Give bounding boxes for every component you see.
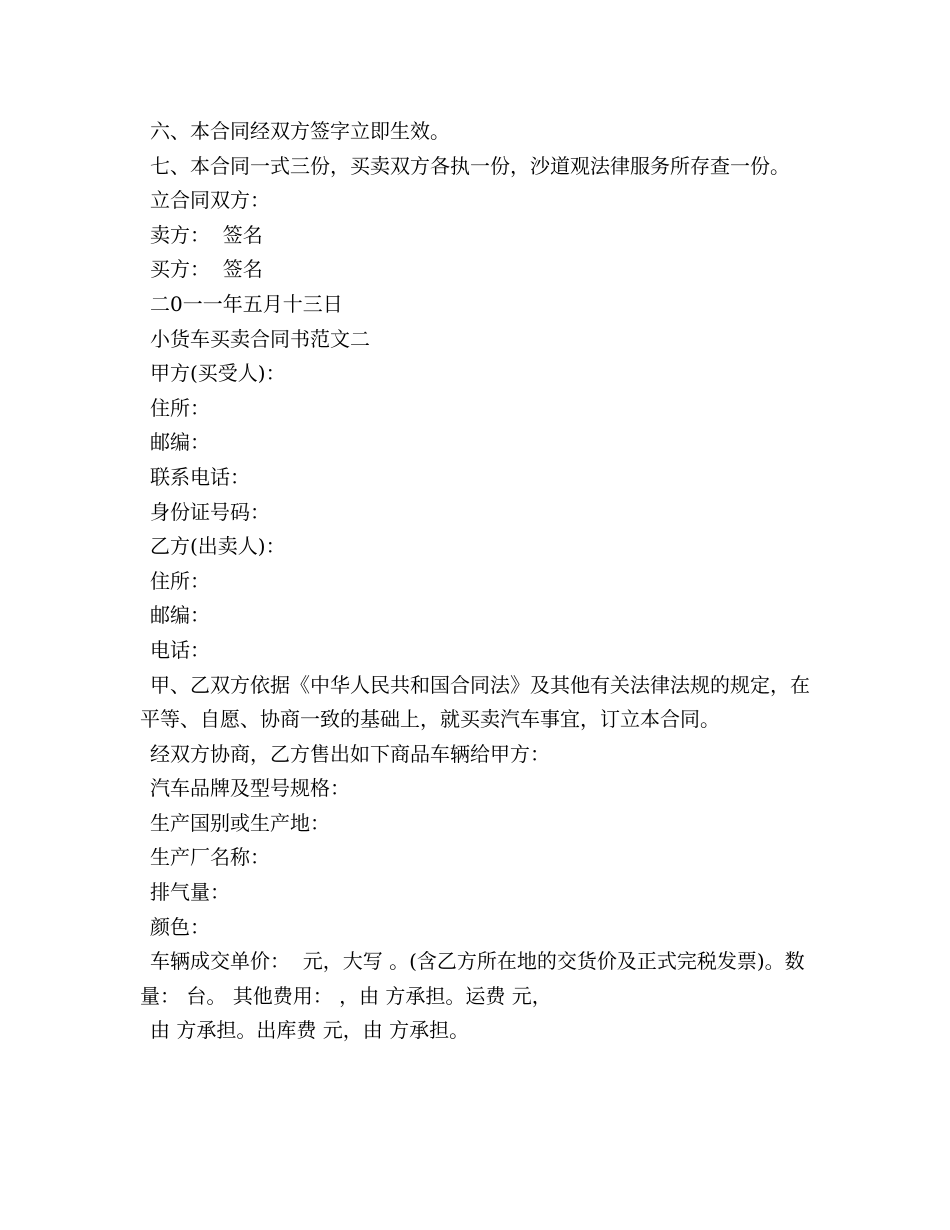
paragraph: 乙方(出卖人)： [150, 534, 286, 559]
paragraph: 卖方： 签名 [150, 222, 263, 247]
paragraph: 车辆成交单价： 元，大写 。(含乙方所在地的交货价及正式完税发票)。数量： 台。 其他费用： ，由 方承担。运费 元， [140, 949, 805, 1008]
paragraph: 生产厂名称： [150, 845, 270, 870]
paragraph: 汽车品牌及型号规格： [150, 776, 350, 801]
section-heading: 小货车买卖合同书范文二 [150, 326, 370, 351]
paragraph: 二0一一年五月十三日 [150, 291, 343, 316]
paragraph: 经双方协商，乙方售出如下商品车辆给甲方： [150, 741, 550, 766]
paragraph: 身份证号码： [150, 499, 270, 524]
paragraph: 排气量： [150, 880, 230, 905]
paragraph: 住所： [150, 395, 210, 420]
paragraph: 甲方(买受人)： [150, 361, 286, 386]
paragraph: 电话： [150, 637, 210, 662]
paragraph: 六、本合同经双方签字立即生效。 [150, 119, 450, 143]
paragraph: 颜色： [150, 914, 210, 939]
paragraph: 邮编： [150, 603, 210, 628]
paragraph: 生产国别或生产地： [150, 810, 330, 835]
paragraph: 买方： 签名 [150, 257, 263, 282]
paragraph: 七、本合同一式三份，买卖双方各执一份，沙道观法律服务所存查一份。 [150, 153, 790, 178]
paragraph: 由 方承担。出库费 元，由 方承担。 [150, 1018, 470, 1043]
paragraph: 甲、乙双方依据《中华人民共和国合同法》及其他有关法律法规的规定，在平等、自愿、协商一致的基础上，就买卖汽车事宜，订立本合同。 [140, 672, 810, 732]
paragraph: 联系电话： [150, 464, 250, 489]
paragraph: 邮编： [150, 430, 210, 455]
paragraph: 住所： [150, 568, 210, 593]
paragraph: 立合同双方： [150, 188, 270, 213]
document-body [140, 114, 820, 1048]
